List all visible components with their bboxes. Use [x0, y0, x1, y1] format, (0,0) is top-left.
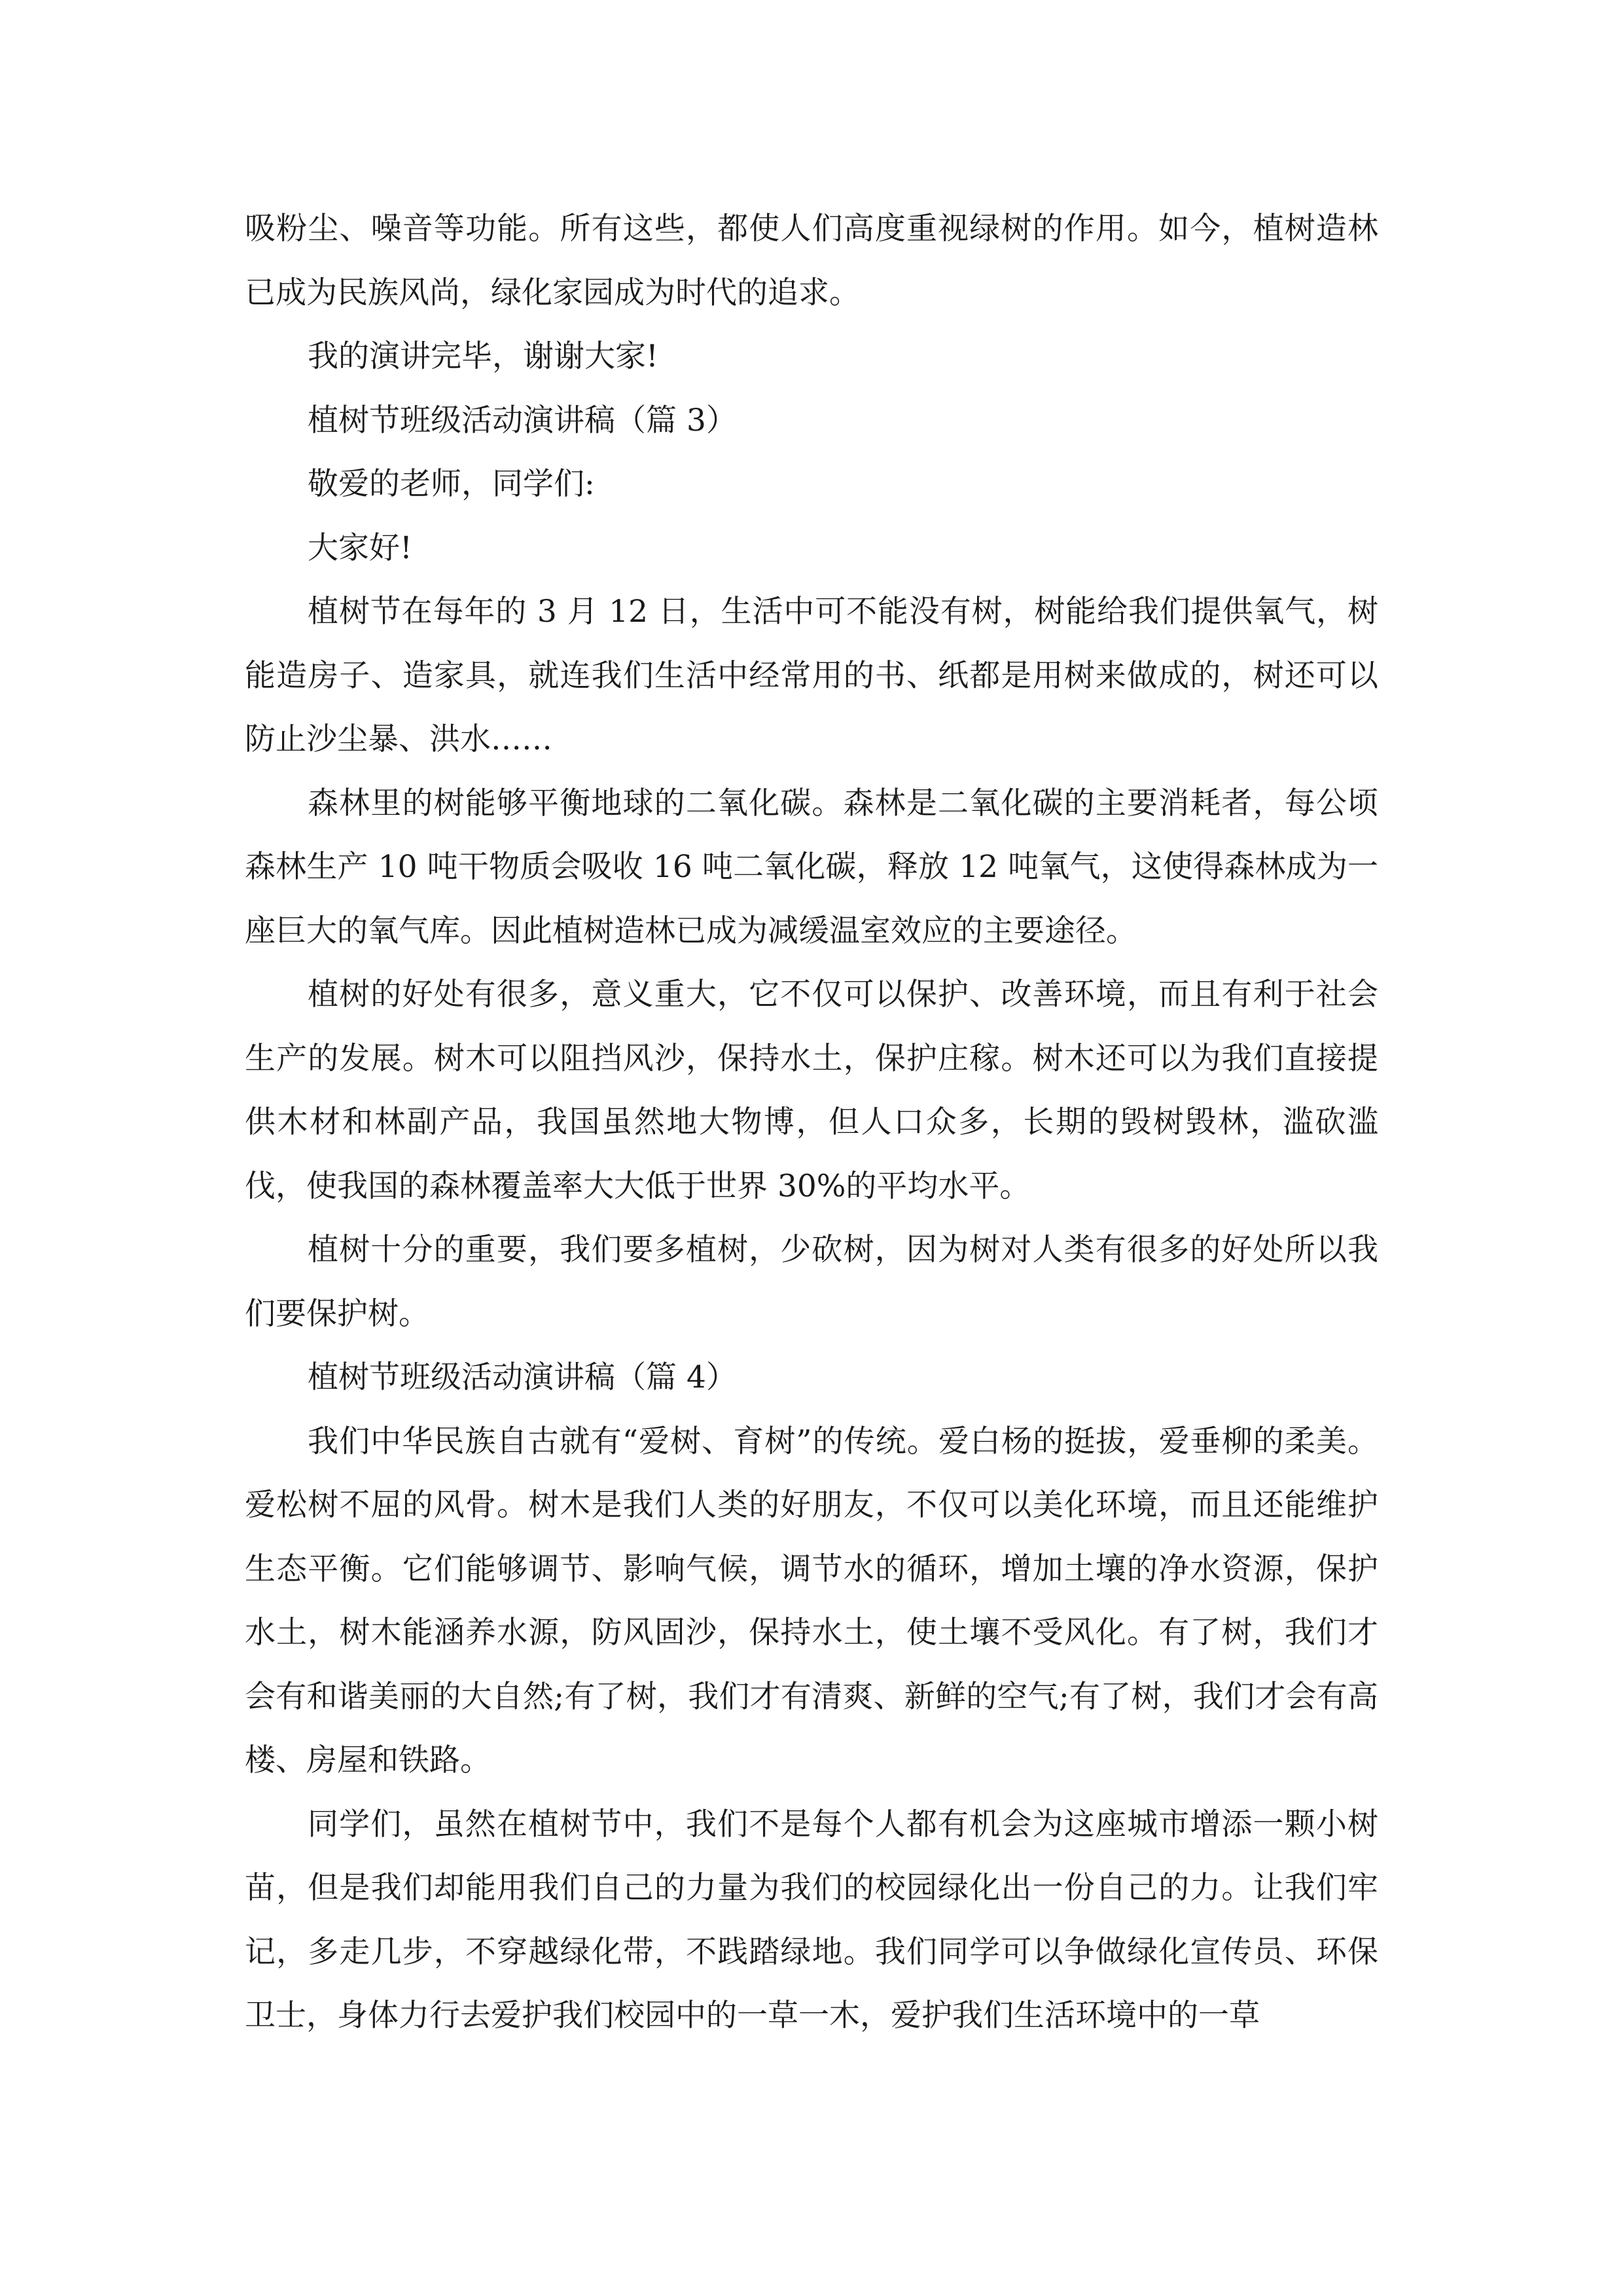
paragraph: 植树十分的重要，我们要多植树，少砍树，因为树对人类有很多的好处所以我们要保护树。: [245, 1232, 1378, 1332]
section-heading-4: 植树节班级活动演讲稿（篇 4）: [308, 1359, 737, 1395]
paragraph: 植树节在每年的 3 月 12 日，生活中可不能没有树，树能给我们提供氧气，树能造房子、造家具，就连我们生活中经常用的书、纸都是用树来做成的，树还可以防止沙尘暴、洪水……: [245, 594, 1378, 757]
paragraph: 我们中华民族自古就有“爱树、育树”的传统。爱白杨的挺拔，爱垂柳的柔美。爱松树不屈的风骨。树木是我们人类的好朋友，不仅可以美化环境，而且还能维护生态平衡。它们能够调节、影响气候，调节水的循环，增加土壤的净水资源，保护水土，树木能涵养水源，防风固沙，保持水土，使土壤不受风化。有了树，我们才会有和谐美丽的大自然;有了树，我们才有清爽、新鲜的空气;有了树，我们才会有高楼、房屋和铁路。: [245, 1423, 1378, 1778]
paragraph: 森林里的树能够平衡地球的二氧化碳。森林是二氧化碳的主要消耗者，每公顷森林生产 10 吨干物质会吸收 16 吨二氧化碳，释放 12 吨氧气，这使得森林成为一座巨大的氧气库。因此植树造林已成为减缓温室效应的主要途径。: [245, 785, 1378, 949]
section-heading-3: 植树节班级活动演讲稿（篇 3）: [308, 402, 737, 439]
closing-line: 我的演讲完毕，谢谢大家!: [308, 338, 658, 374]
greeting: 大家好!: [308, 529, 412, 566]
salutation: 敬爱的老师，同学们:: [308, 466, 595, 502]
paragraph: 吸粉尘、噪音等功能。所有这些，都使人们高度重视绿树的作用。如今，植树造林已成为民族风尚，绿化家园成为时代的追求。: [245, 211, 1378, 311]
document-page: [245, 197, 1378, 2048]
paragraph: 同学们，虽然在植树节中，我们不是每个人都有机会为这座城市增添一颗小树苗，但是我们却能用我们自己的力量为我们的校园绿化出一份自己的力。让我们牢记，多走几步，不穿越绿化带，不践踏绿地。我们同学可以争做绿化宣传员、环保卫士，身体力行去爱护我们校园中的一草一木，爱护我们生活环境中的一草: [245, 1806, 1378, 2034]
paragraph: 植树的好处有很多，意义重大，它不仅可以保护、改善环境，而且有利于社会生产的发展。树木可以阻挡风沙，保持水土，保护庄稼。树木还可以为我们直接提供木材和林副产品，我国虽然地大物博，但人口众多，长期的毁树毁林，滥砍滥伐，使我国的森林覆盖率大大低于世界 30%的平均水平。: [245, 977, 1378, 1204]
